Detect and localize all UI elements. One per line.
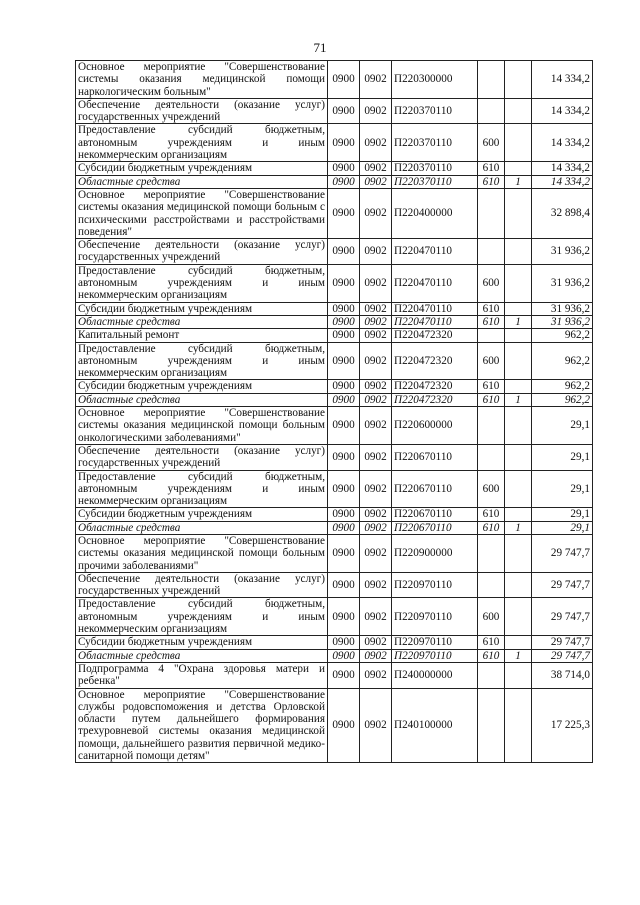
expense-type-cell [478, 444, 505, 470]
table-row [76, 572, 593, 598]
row-name-cell: Обеспечение деятельности (оказание услуг) государственных учреждений [76, 572, 328, 598]
section-code-cell: 0902 [360, 393, 392, 406]
funding-source-cell: 1 [505, 393, 532, 406]
expense-type-cell [478, 572, 505, 598]
ministry-code-cell: 0900 [328, 649, 360, 662]
row-name-cell: Субсидии бюджетным учреждениям [76, 162, 328, 175]
ministry-code-cell: 0900 [328, 393, 360, 406]
amount-cell: 962,2 [532, 380, 593, 393]
amount-cell: 14 334,2 [532, 124, 593, 162]
amount-cell: 14 334,2 [532, 162, 593, 175]
row-name-cell: Областные средства [76, 521, 328, 534]
amount-cell: 29,1 [532, 444, 593, 470]
funding-source-cell [505, 162, 532, 175]
amount-cell: 29,1 [532, 508, 593, 521]
table-row [76, 508, 593, 521]
target-article-cell: П220670110 [392, 508, 478, 521]
section-code-cell: 0902 [360, 407, 392, 445]
section-code-cell: 0902 [360, 162, 392, 175]
row-name-cell: Капитальный ремонт [76, 329, 328, 342]
funding-source-cell [505, 407, 532, 445]
ministry-code-cell: 0900 [328, 239, 360, 265]
expense-type-cell: 600 [478, 342, 505, 380]
funding-source-cell [505, 124, 532, 162]
amount-cell: 14 334,2 [532, 61, 593, 99]
target-article-cell: П220472320 [392, 393, 478, 406]
section-code-cell: 0902 [360, 470, 392, 508]
target-article-cell: П220970110 [392, 636, 478, 649]
funding-source-cell [505, 188, 532, 238]
expense-type-cell: 600 [478, 124, 505, 162]
table-row [76, 239, 593, 265]
table-row [76, 162, 593, 175]
funding-source-cell [505, 98, 532, 124]
section-code-cell: 0902 [360, 315, 392, 328]
target-article-cell: П220370110 [392, 98, 478, 124]
table-row [76, 444, 593, 470]
target-article-cell: П220970110 [392, 572, 478, 598]
amount-cell: 31 936,2 [532, 239, 593, 265]
row-name-cell: Субсидии бюджетным учреждениям [76, 636, 328, 649]
expense-type-cell: 600 [478, 470, 505, 508]
table-row [76, 662, 593, 688]
expense-type-cell [478, 688, 505, 763]
funding-source-cell [505, 598, 532, 636]
funding-source-cell [505, 302, 532, 315]
expense-type-cell [478, 662, 505, 688]
ministry-code-cell: 0900 [328, 534, 360, 572]
expense-type-cell: 610 [478, 175, 505, 188]
target-article-cell: П220970110 [392, 649, 478, 662]
expense-type-cell [478, 61, 505, 99]
row-name-cell: Областные средства [76, 393, 328, 406]
expense-type-cell: 610 [478, 380, 505, 393]
amount-cell: 14 334,2 [532, 98, 593, 124]
ministry-code-cell: 0900 [328, 124, 360, 162]
table-row [76, 315, 593, 328]
ministry-code-cell: 0900 [328, 329, 360, 342]
amount-cell: 29 747,7 [532, 636, 593, 649]
ministry-code-cell: 0900 [328, 302, 360, 315]
row-name-cell: Подпрограмма 4 "Охрана здоровья матери и ребенка" [76, 662, 328, 688]
ministry-code-cell: 0900 [328, 61, 360, 99]
amount-cell: 962,2 [532, 342, 593, 380]
page-number: 71 [313, 40, 327, 55]
amount-cell: 29 747,7 [532, 572, 593, 598]
funding-source-cell: 1 [505, 315, 532, 328]
section-code-cell: 0902 [360, 444, 392, 470]
amount-cell: 29 747,7 [532, 649, 593, 662]
table-row [76, 61, 593, 99]
section-code-cell: 0902 [360, 572, 392, 598]
row-name-cell: Субсидии бюджетным учреждениям [76, 380, 328, 393]
funding-source-cell: 1 [505, 649, 532, 662]
table-row [76, 264, 593, 302]
funding-source-cell: 1 [505, 175, 532, 188]
section-code-cell: 0902 [360, 688, 392, 763]
section-code-cell: 0902 [360, 662, 392, 688]
funding-source-cell [505, 380, 532, 393]
ministry-code-cell: 0900 [328, 175, 360, 188]
ministry-code-cell: 0900 [328, 688, 360, 763]
expense-type-cell [478, 188, 505, 238]
ministry-code-cell: 0900 [328, 636, 360, 649]
table-row [76, 342, 593, 380]
row-name-cell: Предоставление субсидий бюджетным, автономным учреждениям и иным некоммерческим организациям [76, 264, 328, 302]
row-name-cell: Областные средства [76, 175, 328, 188]
amount-cell: 962,2 [532, 329, 593, 342]
funding-source-cell [505, 329, 532, 342]
table-row [76, 649, 593, 662]
ministry-code-cell: 0900 [328, 315, 360, 328]
table-row [76, 636, 593, 649]
funding-source-cell [505, 508, 532, 521]
target-article-cell: П220970110 [392, 598, 478, 636]
section-code-cell: 0902 [360, 239, 392, 265]
row-name-cell: Предоставление субсидий бюджетным, автономным учреждениям и иным некоммерческим организациям [76, 598, 328, 636]
ministry-code-cell: 0900 [328, 572, 360, 598]
target-article-cell: П220400000 [392, 188, 478, 238]
funding-source-cell [505, 264, 532, 302]
target-article-cell: П220900000 [392, 534, 478, 572]
expense-type-cell: 610 [478, 162, 505, 175]
target-article-cell: П220670110 [392, 470, 478, 508]
ministry-code-cell: 0900 [328, 162, 360, 175]
expense-type-cell [478, 534, 505, 572]
section-code-cell: 0902 [360, 380, 392, 393]
funding-source-cell [505, 688, 532, 763]
target-article-cell: П240100000 [392, 688, 478, 763]
ministry-code-cell: 0900 [328, 508, 360, 521]
target-article-cell: П220470110 [392, 239, 478, 265]
ministry-code-cell: 0900 [328, 444, 360, 470]
amount-cell: 962,2 [532, 393, 593, 406]
funding-source-cell [505, 444, 532, 470]
row-name-cell: Областные средства [76, 315, 328, 328]
target-article-cell: П220470110 [392, 302, 478, 315]
section-code-cell: 0902 [360, 124, 392, 162]
funding-source-cell [505, 572, 532, 598]
expense-type-cell [478, 98, 505, 124]
ministry-code-cell: 0900 [328, 521, 360, 534]
target-article-cell: П220370110 [392, 124, 478, 162]
amount-cell: 17 225,3 [532, 688, 593, 763]
ministry-code-cell: 0900 [328, 407, 360, 445]
budget-table [75, 60, 593, 763]
target-article-cell: П220470110 [392, 264, 478, 302]
row-name-cell: Предоставление субсидий бюджетным, автономным учреждениям и иным некоммерческим организациям [76, 470, 328, 508]
target-article-cell: П220472320 [392, 329, 478, 342]
row-name-cell: Субсидии бюджетным учреждениям [76, 302, 328, 315]
expense-type-cell: 600 [478, 264, 505, 302]
table-row [76, 124, 593, 162]
section-code-cell: 0902 [360, 188, 392, 238]
funding-source-cell [505, 534, 532, 572]
ministry-code-cell: 0900 [328, 188, 360, 238]
section-code-cell: 0902 [360, 342, 392, 380]
expense-type-cell: 610 [478, 508, 505, 521]
target-article-cell: П240000000 [392, 662, 478, 688]
ministry-code-cell: 0900 [328, 598, 360, 636]
amount-cell: 31 936,2 [532, 264, 593, 302]
funding-source-cell [505, 61, 532, 99]
section-code-cell: 0902 [360, 649, 392, 662]
row-name-cell: Основное мероприятие "Совершенствование системы оказания медицинской помощи больным онкологическими заболеваниями" [76, 407, 328, 445]
table-row [76, 470, 593, 508]
section-code-cell: 0902 [360, 329, 392, 342]
expense-type-cell: 610 [478, 302, 505, 315]
amount-cell: 29 747,7 [532, 598, 593, 636]
ministry-code-cell: 0900 [328, 98, 360, 124]
funding-source-cell [505, 342, 532, 380]
section-code-cell: 0902 [360, 598, 392, 636]
ministry-code-cell: 0900 [328, 380, 360, 393]
table-row [76, 188, 593, 238]
ministry-code-cell: 0900 [328, 264, 360, 302]
ministry-code-cell: 0900 [328, 662, 360, 688]
section-code-cell: 0902 [360, 521, 392, 534]
row-name-cell: Предоставление субсидий бюджетным, автономным учреждениям и иным некоммерческим организациям [76, 342, 328, 380]
section-code-cell: 0902 [360, 302, 392, 315]
target-article-cell: П220370110 [392, 162, 478, 175]
table-row [76, 521, 593, 534]
section-code-cell: 0902 [360, 175, 392, 188]
row-name-cell: Основное мероприятие "Совершенствование системы оказания медицинской помощи больным прочими заболеваниями" [76, 534, 328, 572]
expense-type-cell [478, 407, 505, 445]
row-name-cell: Обеспечение деятельности (оказание услуг) государственных учреждений [76, 444, 328, 470]
target-article-cell: П220670110 [392, 444, 478, 470]
amount-cell: 29,1 [532, 470, 593, 508]
expense-type-cell: 600 [478, 598, 505, 636]
amount-cell: 29 747,7 [532, 534, 593, 572]
target-article-cell: П220472320 [392, 342, 478, 380]
section-code-cell: 0902 [360, 534, 392, 572]
target-article-cell: П220670110 [392, 521, 478, 534]
row-name-cell: Предоставление субсидий бюджетным, автономным учреждениям и иным некоммерческим организациям [76, 124, 328, 162]
ministry-code-cell: 0900 [328, 342, 360, 380]
amount-cell: 32 898,4 [532, 188, 593, 238]
table-row [76, 688, 593, 763]
expense-type-cell: 610 [478, 636, 505, 649]
ministry-code-cell: 0900 [328, 470, 360, 508]
expense-type-cell [478, 239, 505, 265]
amount-cell: 29,1 [532, 407, 593, 445]
section-code-cell: 0902 [360, 264, 392, 302]
row-name-cell: Основное мероприятие "Совершенствование службы родовспоможения и детства Орловской области путем дальнейшего формирования трехуровневой системы оказания медицинской помощи, дальнейшего развития первичной медико-санитарной помощи детям" [76, 688, 328, 763]
section-code-cell: 0902 [360, 636, 392, 649]
section-code-cell: 0902 [360, 98, 392, 124]
row-name-cell: Областные средства [76, 649, 328, 662]
table-row [76, 598, 593, 636]
table-row [76, 380, 593, 393]
funding-source-cell: 1 [505, 521, 532, 534]
row-name-cell: Основное мероприятие "Совершенствование системы оказания медицинской помощи больным с психическими расстройствами и расстройствами поведения" [76, 188, 328, 238]
table-row [76, 534, 593, 572]
expense-type-cell: 610 [478, 315, 505, 328]
expense-type-cell: 610 [478, 521, 505, 534]
section-code-cell: 0902 [360, 508, 392, 521]
funding-source-cell [505, 239, 532, 265]
table-row [76, 98, 593, 124]
row-name-cell: Основное мероприятие "Совершенствование системы оказания медицинской помощи наркологическим больным" [76, 61, 328, 99]
expense-type-cell: 610 [478, 649, 505, 662]
target-article-cell: П220472320 [392, 380, 478, 393]
funding-source-cell [505, 662, 532, 688]
row-name-cell: Обеспечение деятельности (оказание услуг) государственных учреждений [76, 98, 328, 124]
target-article-cell: П220370110 [392, 175, 478, 188]
section-code-cell: 0902 [360, 61, 392, 99]
table-row [76, 175, 593, 188]
expense-type-cell: 610 [478, 393, 505, 406]
amount-cell: 31 936,2 [532, 302, 593, 315]
funding-source-cell [505, 636, 532, 649]
funding-source-cell [505, 470, 532, 508]
target-article-cell: П220470110 [392, 315, 478, 328]
table-row [76, 302, 593, 315]
table-row [76, 407, 593, 445]
amount-cell: 38 714,0 [532, 662, 593, 688]
row-name-cell: Субсидии бюджетным учреждениям [76, 508, 328, 521]
amount-cell: 29,1 [532, 521, 593, 534]
expense-type-cell [478, 329, 505, 342]
row-name-cell: Обеспечение деятельности (оказание услуг) государственных учреждений [76, 239, 328, 265]
target-article-cell: П220600000 [392, 407, 478, 445]
amount-cell: 14 334,2 [532, 175, 593, 188]
table-row [76, 393, 593, 406]
amount-cell: 31 936,2 [532, 315, 593, 328]
table-body [76, 61, 593, 763]
table-row [76, 329, 593, 342]
target-article-cell: П220300000 [392, 61, 478, 99]
